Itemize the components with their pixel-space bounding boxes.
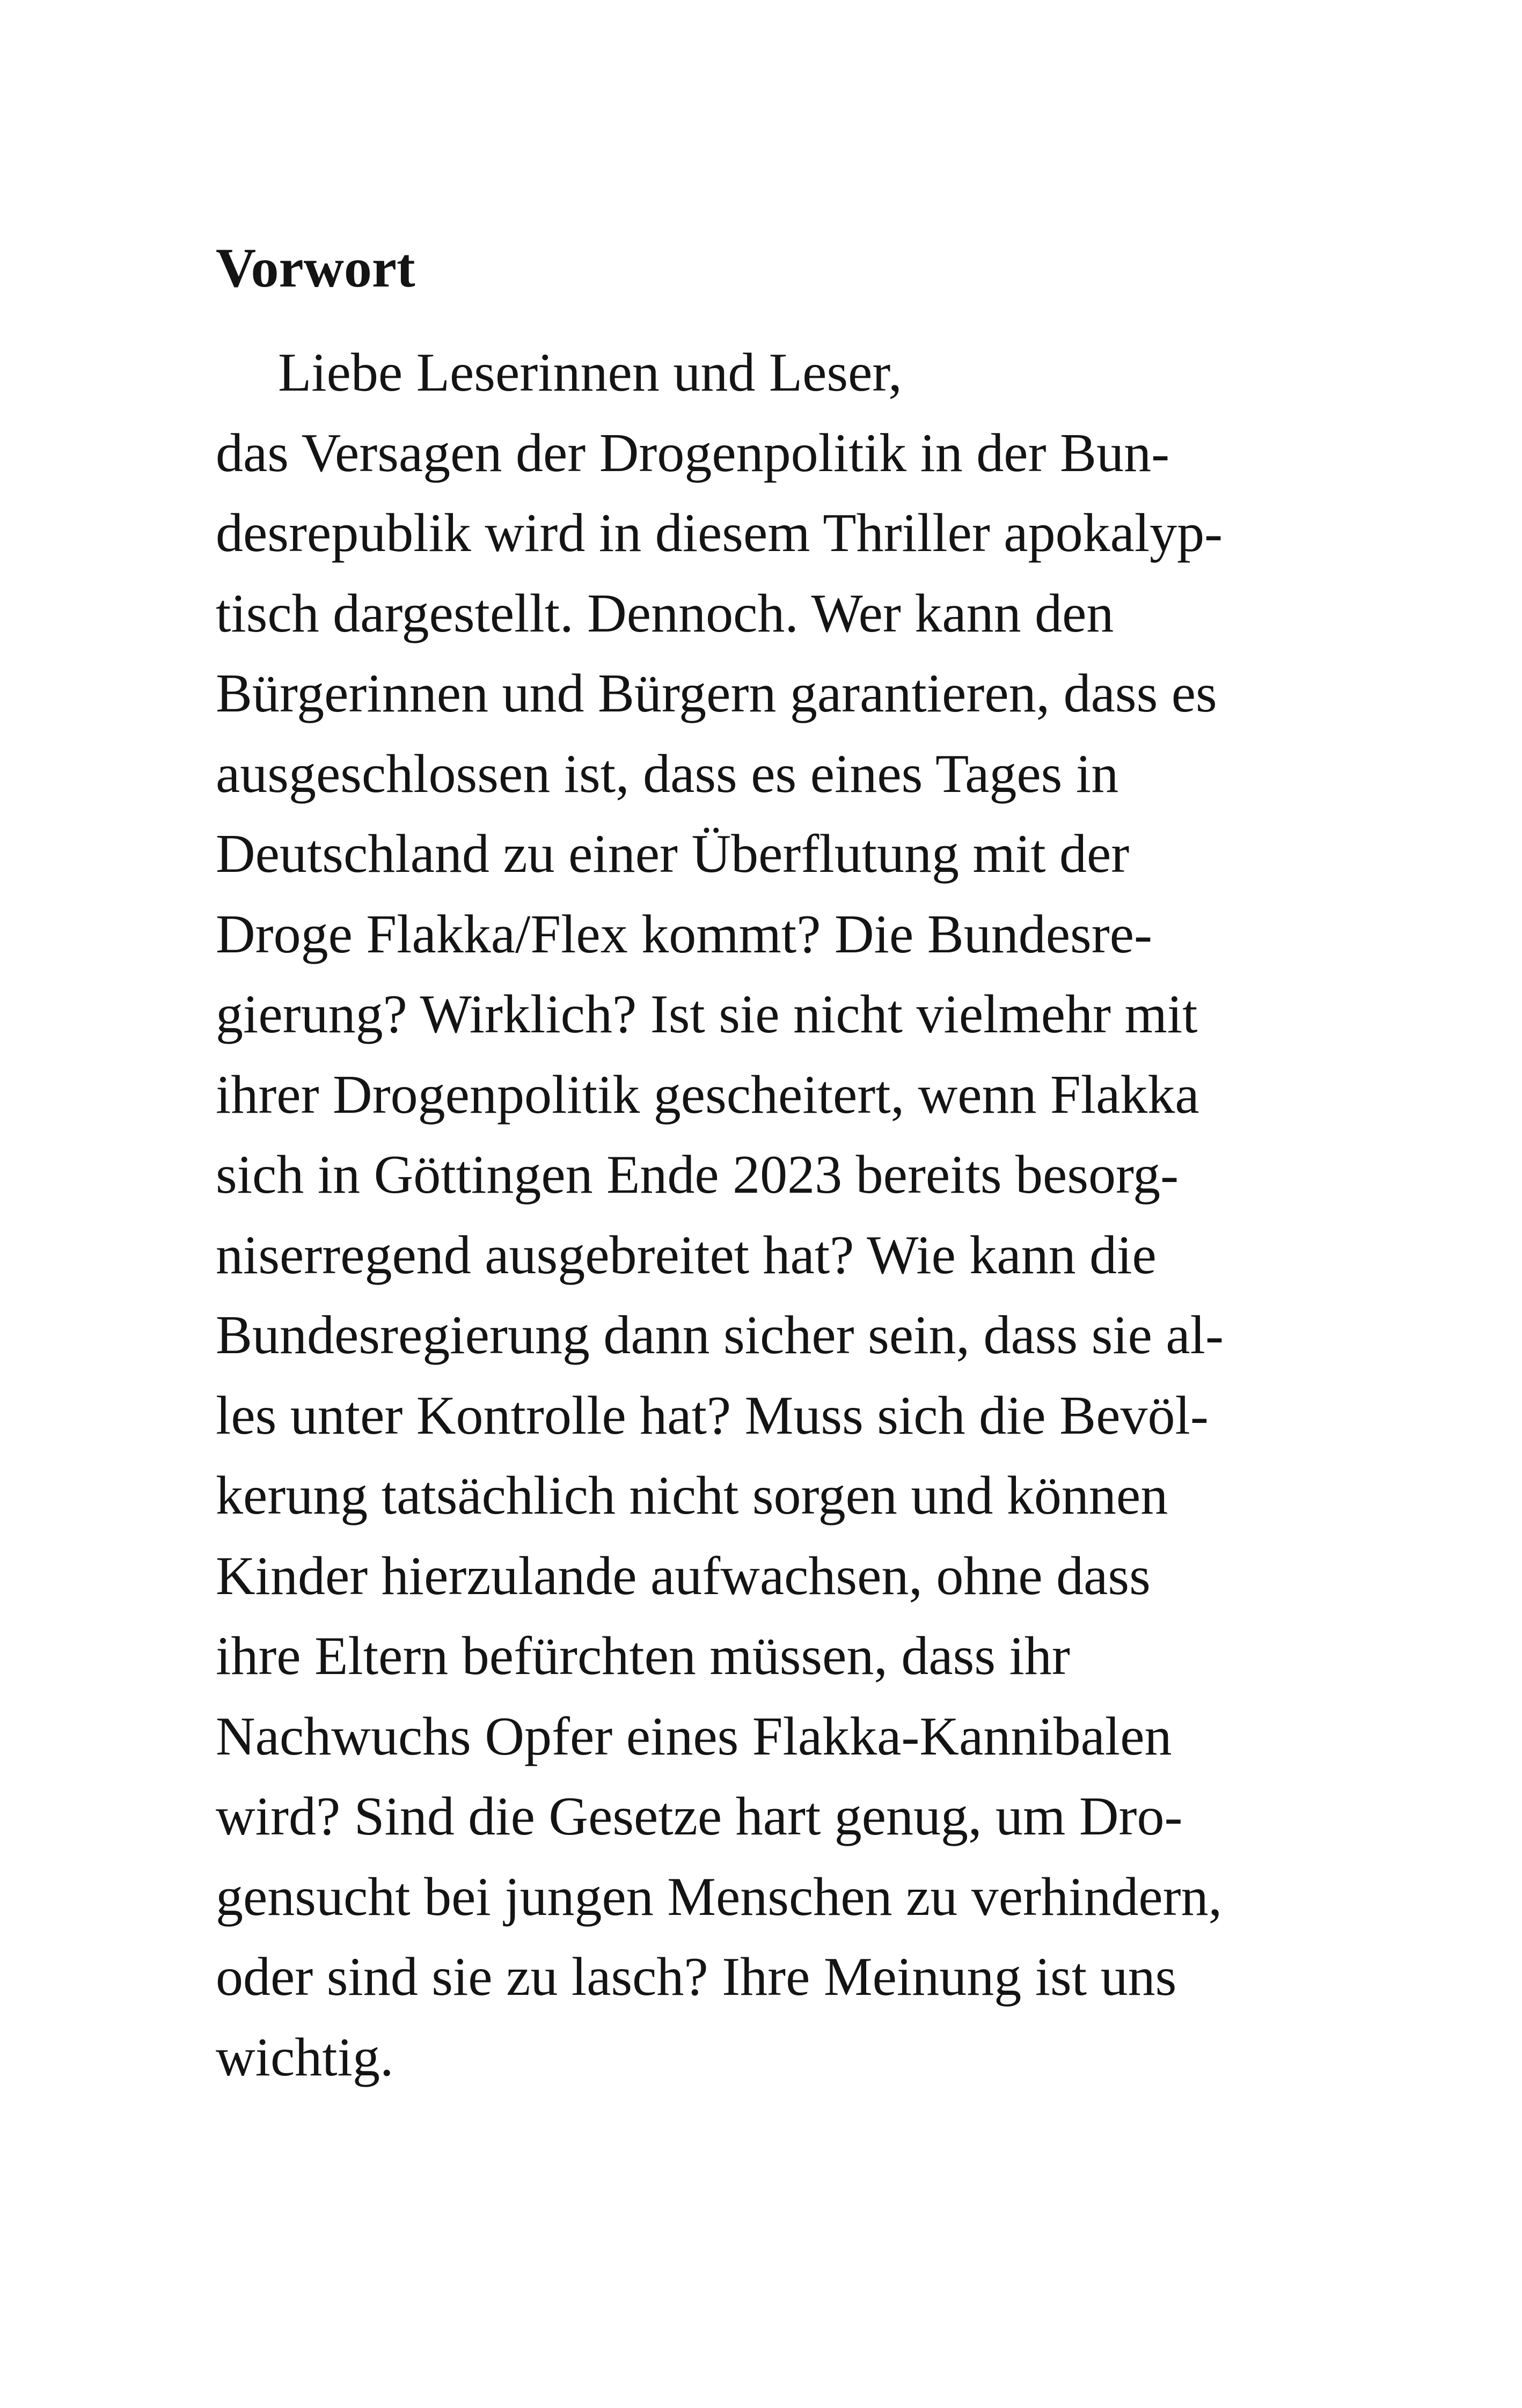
text-line: les unter Kontrolle hat? Muss sich die Bevöl- — [216, 1385, 1209, 1446]
text-line: Kinder hierzulande aufwachsen, ohne dass — [216, 1545, 1151, 1606]
text-line: das Versagen der Drogenpolitik in der Bun- — [216, 422, 1170, 483]
text-line: Droge Flakka/Flex kommt? Die Bundesre- — [216, 904, 1152, 965]
text-line: niserregend ausgebreitet hat? Wie kann die — [216, 1224, 1157, 1286]
text-line: Liebe Leserinnen und Leser, — [278, 342, 902, 403]
text-line: ihre Eltern befürchten müssen, dass ihr — [216, 1626, 1070, 1686]
text-line: Bürgerinnen und Bürgern garantieren, dass es — [216, 663, 1217, 724]
text-line: kerung tatsächlich nicht sorgen und können — [216, 1465, 1168, 1526]
text-line: gierung? Wirklich? Ist sie nicht vielmehr mit — [216, 984, 1198, 1045]
text-line: sich in Göttingen Ende 2023 bereits besorg- — [216, 1144, 1179, 1205]
text-line: Bundesregierung dann sicher sein, dass sie al- — [216, 1305, 1224, 1365]
text-line: wichtig. — [216, 2027, 394, 2088]
chapter-heading: Vorwort — [216, 237, 415, 299]
text-line: oder sind sie zu lasch? Ihre Meinung ist uns — [216, 1947, 1177, 2007]
body-text — [216, 333, 1224, 2097]
text-line: tisch dargestellt. Dennoch. Wer kann den — [216, 583, 1114, 644]
text-line: Nachwuchs Opfer eines Flakka-Kannibalen — [216, 1706, 1172, 1767]
text-line: ausgeschlossen ist, dass es eines Tages in — [216, 743, 1119, 804]
text-line: Deutschland zu einer Überflutung mit der — [216, 824, 1130, 884]
text-line: ihrer Drogenpolitik gescheitert, wenn Flakka — [216, 1064, 1199, 1125]
text-line: desrepublik wird in diesem Thriller apokalyp- — [216, 503, 1223, 563]
text-line: wird? Sind die Gesetze hart genug, um Dro- — [216, 1786, 1183, 1847]
text-line: gensucht bei jungen Menschen zu verhindern, — [216, 1866, 1223, 1927]
